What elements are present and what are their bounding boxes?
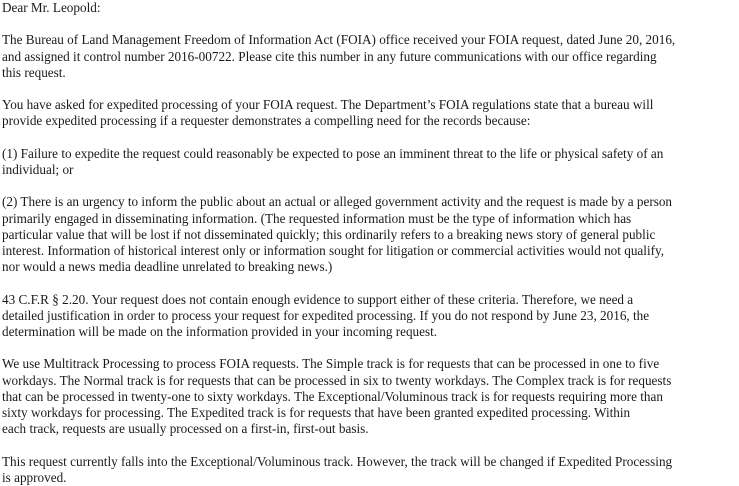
salutation: Dear Mr. Leopold: — [2, 0, 101, 15]
letter-body — [2, 0, 736, 486]
paragraph-spacer — [2, 437, 736, 453]
paragraph-spacer — [2, 16, 736, 32]
paragraph-spacer — [2, 340, 736, 356]
paragraph-expedited-intro: You have asked for expedited processing of your FOIA request. The Department’s FOIA regulations state that a bureau will provide expedited processing if a requester demonstrates a compelling need for the records because: — [2, 97, 654, 129]
paragraph-justification: 43 C.F.R § 2.20. Your request does not contain enough evidence to support either of these criteria. Therefore, we need a detailed justification in order to process your request for expedited processing. If you do not respond by June 23, 2016, the determination will be made on the information provided in your incoming request. — [2, 291, 650, 339]
paragraph-spacer — [2, 178, 736, 194]
paragraph-request-received: The Bureau of Land Management Freedom of Information Act (FOIA) office received your FOIA request, dated June 20, 2016, and assigned it control number 2016-00722. Please cite this number in any future communications with our office regarding this request. — [2, 32, 676, 80]
paragraph-multitrack: We use Multitrack Processing to process FOIA requests. The Simple track is for requests that can be processed in one to five workdays. The Normal track is for requests that can be processed in six to twenty workdays. The Complex track is for requests that can be processed in twenty-one to sixty workdays. The Exceptional/Voluminous track is for requests requiring more than sixty workdays for processing. The Expedited track is for requests that have been granted expedited processing. Within each track, requests are usually processed on a first-in, first-out basis. — [2, 356, 672, 437]
paragraph-criterion-1: (1) Failure to expedite the request could reasonably be expected to pose an imminent threat to the life or physical safety of an individual; or — [2, 145, 664, 177]
paragraph-current-track: This request currently falls into the Exceptional/Voluminous track. However, the track will be changed if Expedited Processing is approved. — [2, 453, 673, 485]
paragraph-criterion-2: (2) There is an urgency to inform the public about an actual or alleged government activity and the request is made by a person primarily engaged in disseminating information. (The requested information must be the type of information which has particular value that will be lost if not disseminated quickly; this ordinarily refers to a breaking news story of general public interest. Information of historical interest only or information sought for litigation or commercial activities would not qualify, nor would a news media deadline unrelated to breaking news.) — [2, 194, 673, 275]
paragraph-spacer — [2, 275, 736, 291]
paragraph-spacer — [2, 81, 736, 97]
paragraph-spacer — [2, 130, 736, 146]
